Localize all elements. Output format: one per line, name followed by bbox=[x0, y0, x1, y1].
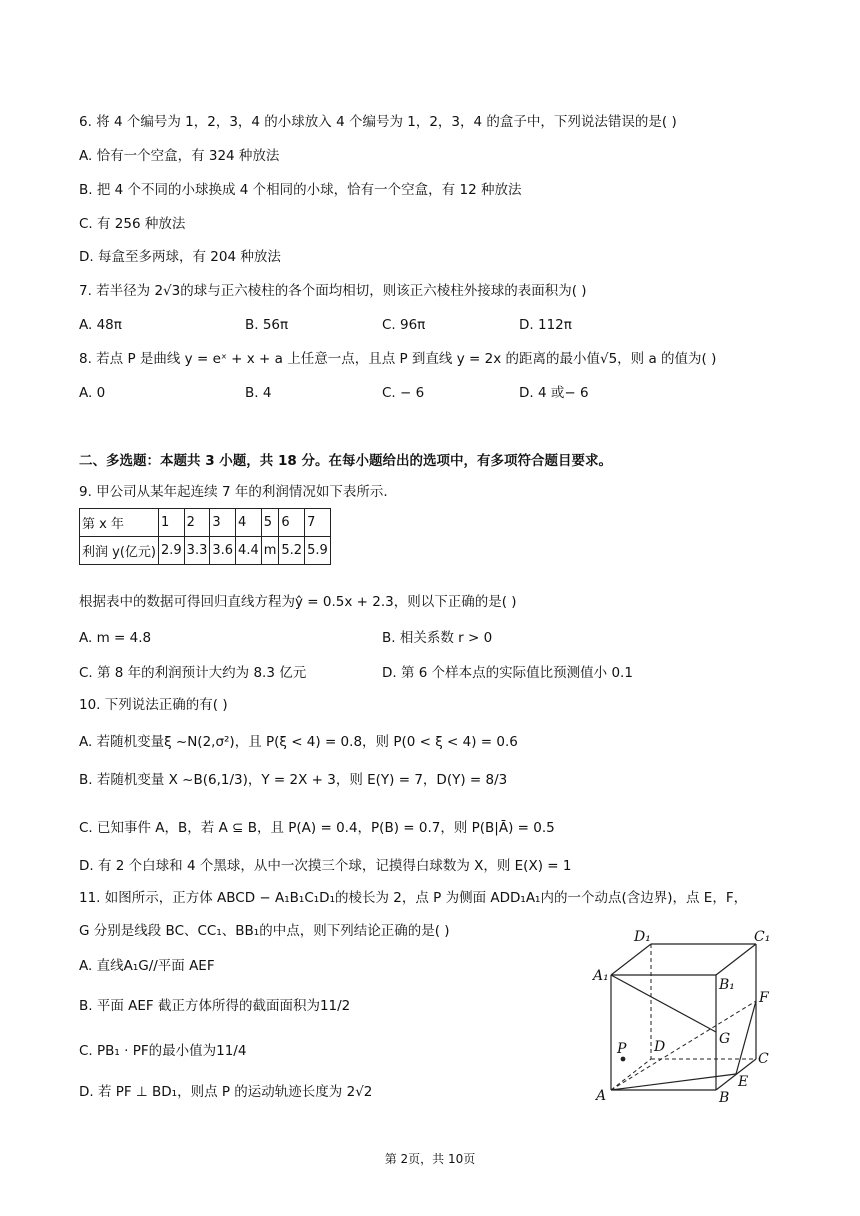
label-a1: A₁ bbox=[593, 968, 609, 984]
point-p bbox=[621, 1057, 626, 1062]
edge-b1c1 bbox=[716, 944, 756, 975]
label-e: E bbox=[738, 1074, 749, 1090]
label-p: P bbox=[617, 1041, 627, 1057]
label-c: C bbox=[758, 1051, 769, 1067]
q10-option-d: D. 有 2 个白球和 4 个黑球，从中一次摸三个球，记摸得白球数为 X，则 E(X) = 1 bbox=[79, 858, 572, 874]
q7-option-b: B. 56π bbox=[245, 317, 289, 333]
table-cell: 6 bbox=[279, 509, 305, 537]
q8-option-b: B. 4 bbox=[245, 385, 272, 401]
q9-option-c: C. 第 8 年的利润预计大约为 8.3 亿元 bbox=[79, 665, 307, 681]
q8-option-d: D. 4 或− 6 bbox=[519, 385, 589, 401]
table-cell: 3 bbox=[210, 509, 236, 537]
q11-option-d: D. 若 PF ⊥ BD₁，则点 P 的运动轨迹长度为 2√2 bbox=[79, 1084, 373, 1100]
profit-table bbox=[79, 508, 331, 565]
q7-option-a: A. 48π bbox=[79, 317, 122, 333]
q10-option-a: A. 若随机变量ξ ~N(2,σ²)，且 P(ξ < 4) = 0.8，则 P(0 < ξ < 4) = 0.6 bbox=[79, 734, 518, 750]
q7-option-d: D. 112π bbox=[519, 317, 572, 333]
section-heading: 二、多选题：本题共 3 小题，共 18 分。在每小题给出的选项中，有多项符合题目要求。 bbox=[79, 453, 612, 469]
table-cell: 7 bbox=[305, 509, 331, 537]
label-a: A bbox=[596, 1088, 607, 1104]
segment-ae bbox=[611, 1074, 736, 1090]
table-row bbox=[80, 537, 331, 565]
q6-stem: 6. 将 4 个编号为 1，2，3，4 的小球放入 4 个编号为 1，2，3，4 的盒子中，下列说法错误的是( ) bbox=[79, 114, 677, 130]
q9-regression-text: 根据表中的数据可得回归直线方程为ŷ = 0.5x + 2.3，则以下正确的是( ) bbox=[79, 594, 517, 610]
table-cell: 4 bbox=[236, 509, 262, 537]
q6-option-b: B. 把 4 个不同的小球换成 4 个相同的小球，恰有一个空盒，有 12 种放法 bbox=[79, 182, 522, 198]
label-b1: B₁ bbox=[719, 977, 735, 993]
table-cell: 5.2 bbox=[279, 537, 305, 565]
q9-stem: 9. 甲公司从某年起连续 7 年的利润情况如下表所示. bbox=[79, 484, 388, 500]
table-cell: 3.3 bbox=[184, 537, 210, 565]
table-cell: 4.4 bbox=[236, 537, 262, 565]
table-cell: 第 x 年 bbox=[80, 509, 159, 537]
table-cell: 利润 y(亿元) bbox=[80, 537, 159, 565]
q8-option-c: C. − 6 bbox=[382, 385, 425, 401]
q11-stem-line1: 11. 如图所示，正方体 ABCD − A₁B₁C₁D₁的棱长为 2，点 P 为侧面 ADD₁A₁内的一个动点(含边界)，点 E，F， bbox=[79, 890, 748, 906]
q11-option-c: C. PB₁ · PF的最小值为11/4 bbox=[79, 1043, 247, 1059]
label-d: D bbox=[654, 1039, 666, 1055]
edge-a1d1 bbox=[611, 944, 651, 975]
table-cell: 5.9 bbox=[305, 537, 331, 565]
q6-option-a: A. 恰有一个空盒，有 324 种放法 bbox=[79, 148, 280, 164]
q6-option-c: C. 有 256 种放法 bbox=[79, 216, 186, 232]
table-cell: 1 bbox=[158, 509, 184, 537]
label-c1: C₁ bbox=[754, 929, 771, 945]
table-cell: 2.9 bbox=[158, 537, 184, 565]
q7-stem: 7. 若半径为 2√3的球与正六棱柱的各个面均相切，则该正六棱柱外接球的表面积为( ) bbox=[79, 283, 587, 299]
cube-figure bbox=[588, 922, 788, 1106]
label-f: F bbox=[759, 990, 769, 1006]
q11-option-b: B. 平面 AEF 截正方体所得的截面面积为11/2 bbox=[79, 998, 351, 1014]
segment-a1g bbox=[611, 975, 716, 1032]
label-b: B bbox=[719, 1090, 730, 1106]
table-cell: 3.6 bbox=[210, 537, 236, 565]
table-cell: 5 bbox=[261, 509, 279, 537]
q9-option-a: A. m = 4.8 bbox=[79, 630, 152, 646]
q9-option-d: D. 第 6 个样本点的实际值比预测值小 0.1 bbox=[382, 665, 633, 681]
q10-option-c: C. 已知事件 A，B，若 A ⊆ B，且 P(A) = 0.4，P(B) = 0.7，则 P(B|Ā) = 0.5 bbox=[79, 820, 555, 836]
q11-stem-line2: G 分别是线段 BC、CC₁、BB₁的中点，则下列结论正确的是( ) bbox=[79, 923, 450, 939]
q9-option-b: B. 相关系数 r > 0 bbox=[382, 630, 493, 646]
page-footer: 第 2页，共 10页 bbox=[384, 1152, 476, 1166]
label-g: G bbox=[719, 1031, 731, 1047]
q6-option-d: D. 每盒至多两球，有 204 种放法 bbox=[79, 249, 281, 265]
q8-stem: 8. 若点 P 是曲线 y = eˣ + x + a 上任意一点，且点 P 到直线 y = 2x 的距离的最小值√5，则 a 的值为( ) bbox=[79, 351, 717, 367]
q10-option-b: B. 若随机变量 X ~B(6,1/3)，Y = 2X + 3，则 E(Y) = 7，D(Y) = 8/3 bbox=[79, 772, 508, 788]
q7-option-c: C. 96π bbox=[382, 317, 426, 333]
label-d1: D₁ bbox=[634, 929, 651, 945]
q10-stem: 10. 下列说法正确的有( ) bbox=[79, 697, 228, 713]
table-cell: m bbox=[261, 537, 279, 565]
q8-option-a: A. 0 bbox=[79, 385, 106, 401]
table-row bbox=[80, 509, 331, 537]
q11-option-a: A. 直线A₁G//平面 AEF bbox=[79, 958, 215, 974]
table-cell: 2 bbox=[184, 509, 210, 537]
